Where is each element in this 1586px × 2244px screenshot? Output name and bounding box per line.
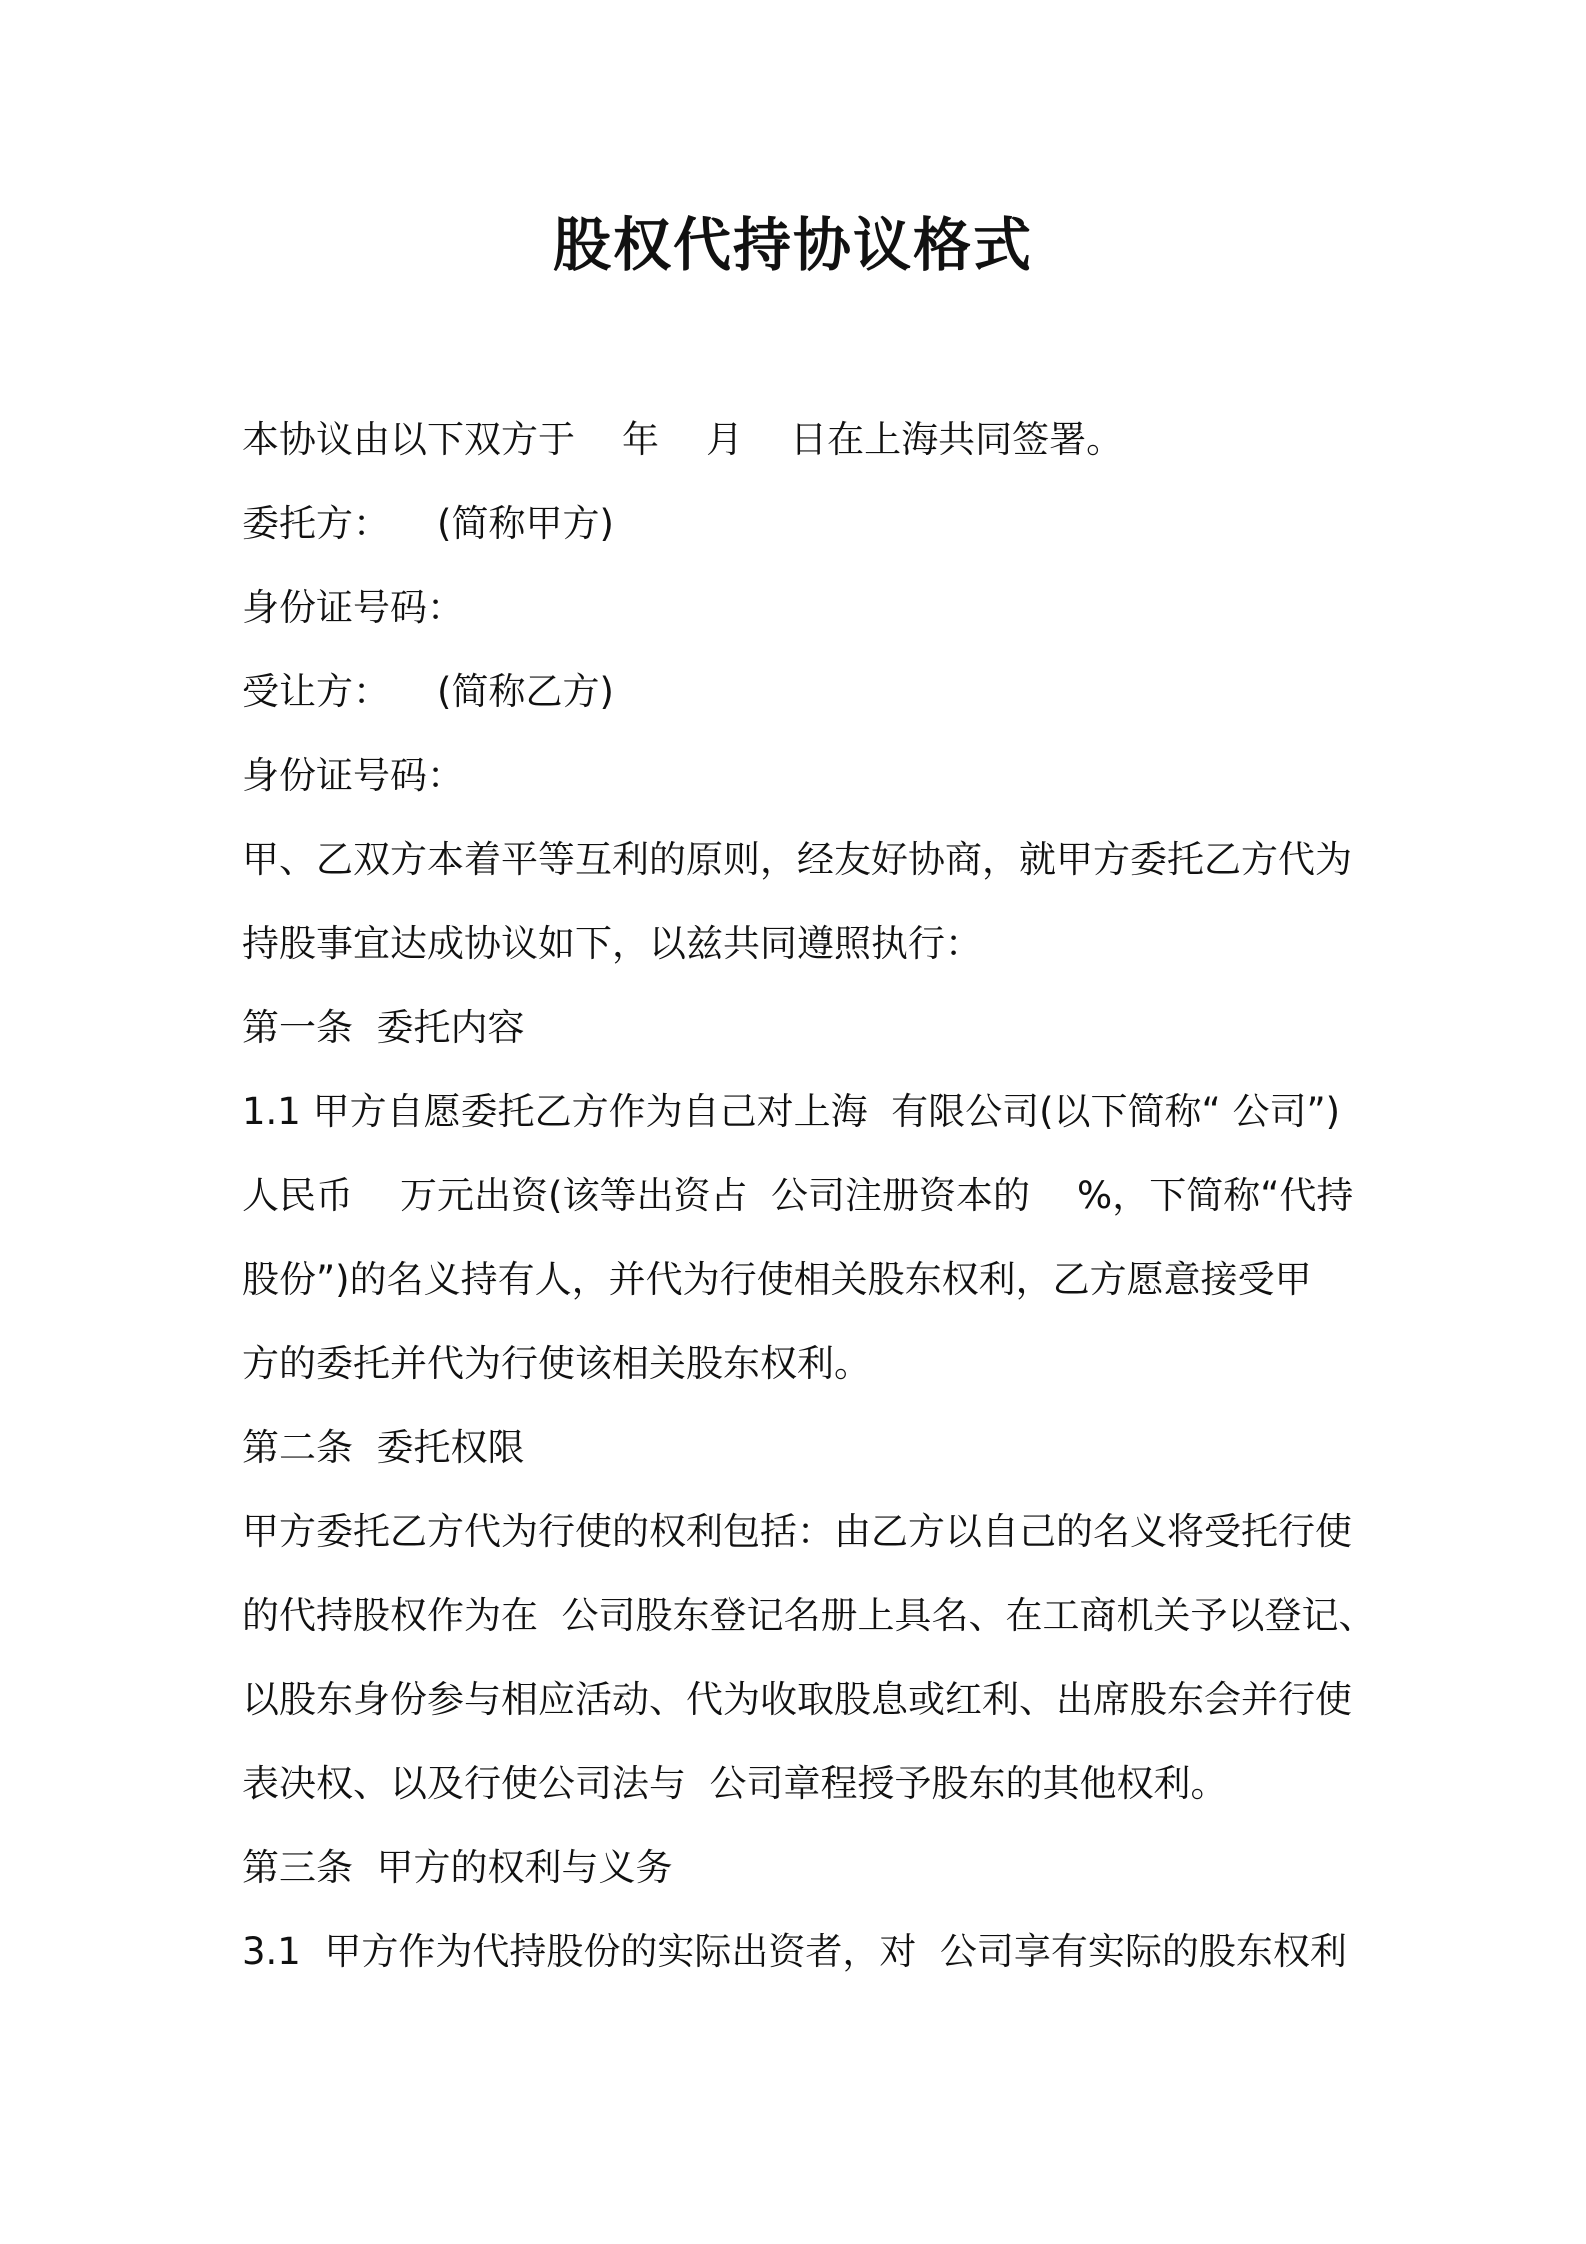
article-2-text-line: 表决权、以及行使公司法与 公司章程授予股东的其他权利。 <box>242 1762 1228 1805</box>
party-a-line: 委托方： (简称甲方) <box>242 502 614 545</box>
article-2-text-line: 的代持股权作为在 公司股东登记名册上具名、在工商机关予以登记、 <box>242 1594 1376 1637</box>
document-body <box>242 398 1376 1994</box>
article-2-text-line: 以股东身份参与相应活动、代为收取股息或红利、出席股东会并行使 <box>242 1678 1352 1721</box>
article-2-text-line: 甲方委托乙方代为行使的权利包括：由乙方以自己的名义将受托行使 <box>242 1510 1352 1553</box>
document-title: 股权代持协议格式 <box>552 211 1033 279</box>
paragraph-signing-date: 本协议由以下双方于 年 月 日在上海共同签署。 <box>242 418 1124 461</box>
article-1-text-line: 人民币 万元出资(该等出资占 公司注册资本的 %，下简称“代持 <box>242 1174 1354 1217</box>
article-1-text-line: 1.1 甲方自愿委托乙方作为自己对上海 有限公司(以下简称“ 公司”) <box>242 1090 1341 1133</box>
article-1-heading: 第一条 委托内容 <box>242 1006 525 1049</box>
preamble-line: 甲、乙双方本着平等互利的原则，经友好协商，就甲方委托乙方代为 <box>242 838 1352 881</box>
party-b-line: 受让方： (简称乙方) <box>242 670 614 713</box>
preamble-line: 持股事宜达成协议如下，以兹共同遵照执行： <box>242 922 982 965</box>
article-3-heading: 第三条 甲方的权利与义务 <box>242 1846 673 1889</box>
article-3-text-line: 3.1 甲方作为代持股份的实际出资者，对 公司享有实际的股东权利 <box>242 1930 1347 1973</box>
party-b-id-line: 身份证号码： <box>242 754 464 797</box>
article-1-text-line: 股份”)的名义持有人，并代为行使相关股东权利，乙方愿意接受甲 <box>242 1258 1312 1301</box>
article-2-heading: 第二条 委托权限 <box>242 1426 525 1469</box>
article-1-text-line: 方的委托并代为行使该相关股东权利。 <box>242 1342 871 1385</box>
party-a-id-line: 身份证号码： <box>242 586 464 629</box>
